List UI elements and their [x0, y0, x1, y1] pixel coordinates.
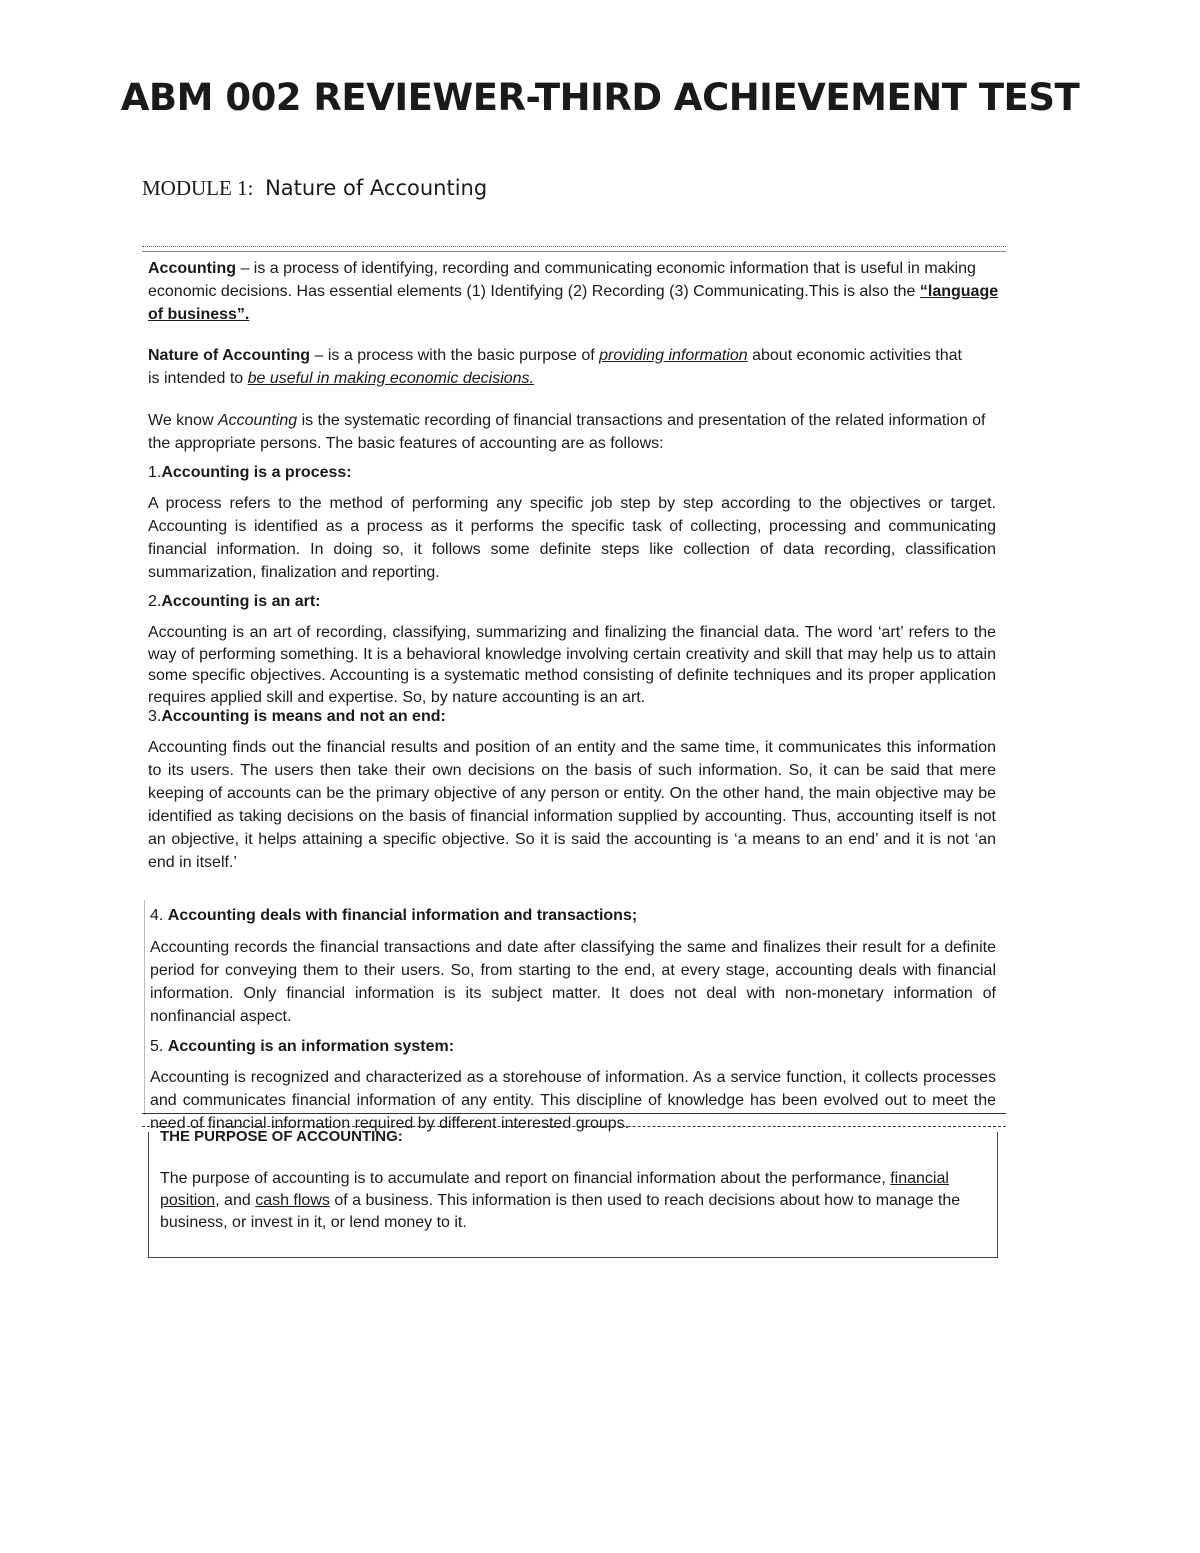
section-divider: [142, 1113, 1006, 1127]
purpose-paragraph: [160, 1168, 968, 1234]
definition-term: Accounting: [148, 260, 236, 277]
feature-heading-1: 1.Accounting is a process:: [148, 464, 352, 481]
module-heading: [142, 176, 487, 201]
nature-underline-1: providing information: [599, 347, 748, 364]
feature-body-4: Accounting records the financial transactions and date after classifying the same and finalizes their result for a definite period for conveying them to their users. So, from starting to the end, at every stage, accounting deals with financial information. Only financial information is its subject matter. It does not deal with non-monetary information of nonfinancial aspect.: [150, 939, 996, 1025]
nature-underline-2: be useful in making economic decisions.: [247, 370, 534, 387]
intro-text-1: We know: [148, 412, 218, 429]
purpose-text-3: of a business. This information is then used to reach decisions about how to manage the business, or invest in it, or lend money to it.: [160, 1192, 961, 1231]
intro-paragraph: [148, 409, 1000, 455]
feature-body-2: Accounting is an art of recording, classifying, summarizing and finalizing the financial data. The word ‘art’ refers to the way of performing something. It is a behavioral knowledge involving certain creativity and skill that may help us to attain some specific objectives. Accounting is a systematic method consisting of definite techniques and its proper application requires applied skill and expertise. So, by nature accounting is an art.: [148, 624, 996, 706]
feature-body-1: A process refers to the method of performing any specific job step by step according to the objectives or target. Accounting is identified as a process as it performs the specific task of collecting, processing and communicating financial information. In doing so, it follows some definite steps like collection of data recording, classification summarization, finalization and reporting.: [148, 495, 996, 581]
nature-definition: [148, 344, 968, 390]
accounting-definition: [148, 257, 1000, 326]
purpose-heading: THE PURPOSE OF ACCOUNTING:: [160, 1128, 403, 1145]
definition-emphasis: “language of business”.: [148, 283, 999, 323]
top-divider: [142, 246, 1006, 252]
feature-heading-4: 4. Accounting deals with financial information and transactions;: [150, 907, 638, 924]
nature-term: Nature of Accounting: [148, 347, 311, 364]
purpose-text-1: The purpose of accounting is to accumulate and report on financial information about the performance,: [160, 1170, 891, 1187]
cash-flows-link[interactable]: cash flows: [255, 1192, 330, 1209]
feature-heading-3: 3.Accounting is means and not an end:: [148, 708, 446, 725]
feature-body-5: Accounting is recognized and characterized as a storehouse of information. As a service function, it collects processes and communicates financial information of any entity. This discipline of knowledge has been evolved out to meet the need of financial information required by different interested groups.: [150, 1069, 996, 1132]
nature-text-1: – is a process with the basic purpose of: [310, 347, 600, 364]
purpose-text-2: , and: [215, 1192, 256, 1209]
intro-italic: Accounting: [217, 412, 298, 429]
module-name: Nature of Accounting: [265, 176, 488, 200]
document-title: ABM 002 REVIEWER-THIRD ACHIEVEMENT TEST: [120, 76, 1080, 119]
financial-position-link[interactable]: financial position: [160, 1170, 949, 1209]
nature-text-2: about economic activities that is intended to: [148, 347, 962, 387]
feature-heading-2: 2.Accounting is an art:: [148, 593, 321, 610]
left-margin-bar: [144, 900, 145, 1115]
intro-text-2: is the systematic recording of financial transactions and presentation of the related information of the appropriate persons. The basic features of accounting are as follows:: [148, 412, 986, 452]
module-number: MODULE 1:: [142, 176, 254, 200]
definition-text: – is a process of identifying, recording and communicating economic information that is useful in making economic decisions. Has essential elements (1) Identifying (2) Recording (3) Communicating.This is also the: [148, 260, 976, 300]
feature-body-3: Accounting finds out the financial results and position of an entity and the same time, it communicates this information to its users. The users then take their own decisions on the basis of such information. So, it can be said that mere keeping of accounts can be the primary objective of any person or entity. On the other hand, the main objective may be identified as taking decisions on the basis of financial information supplied by accounting. Thus, accounting itself is not an objective, it helps attaining a specific objective. So it is said the accounting is ‘a means to an end’ and it is not ‘an end in itself.’: [148, 739, 996, 871]
feature-heading-5: 5. Accounting is an information system:: [150, 1038, 455, 1055]
